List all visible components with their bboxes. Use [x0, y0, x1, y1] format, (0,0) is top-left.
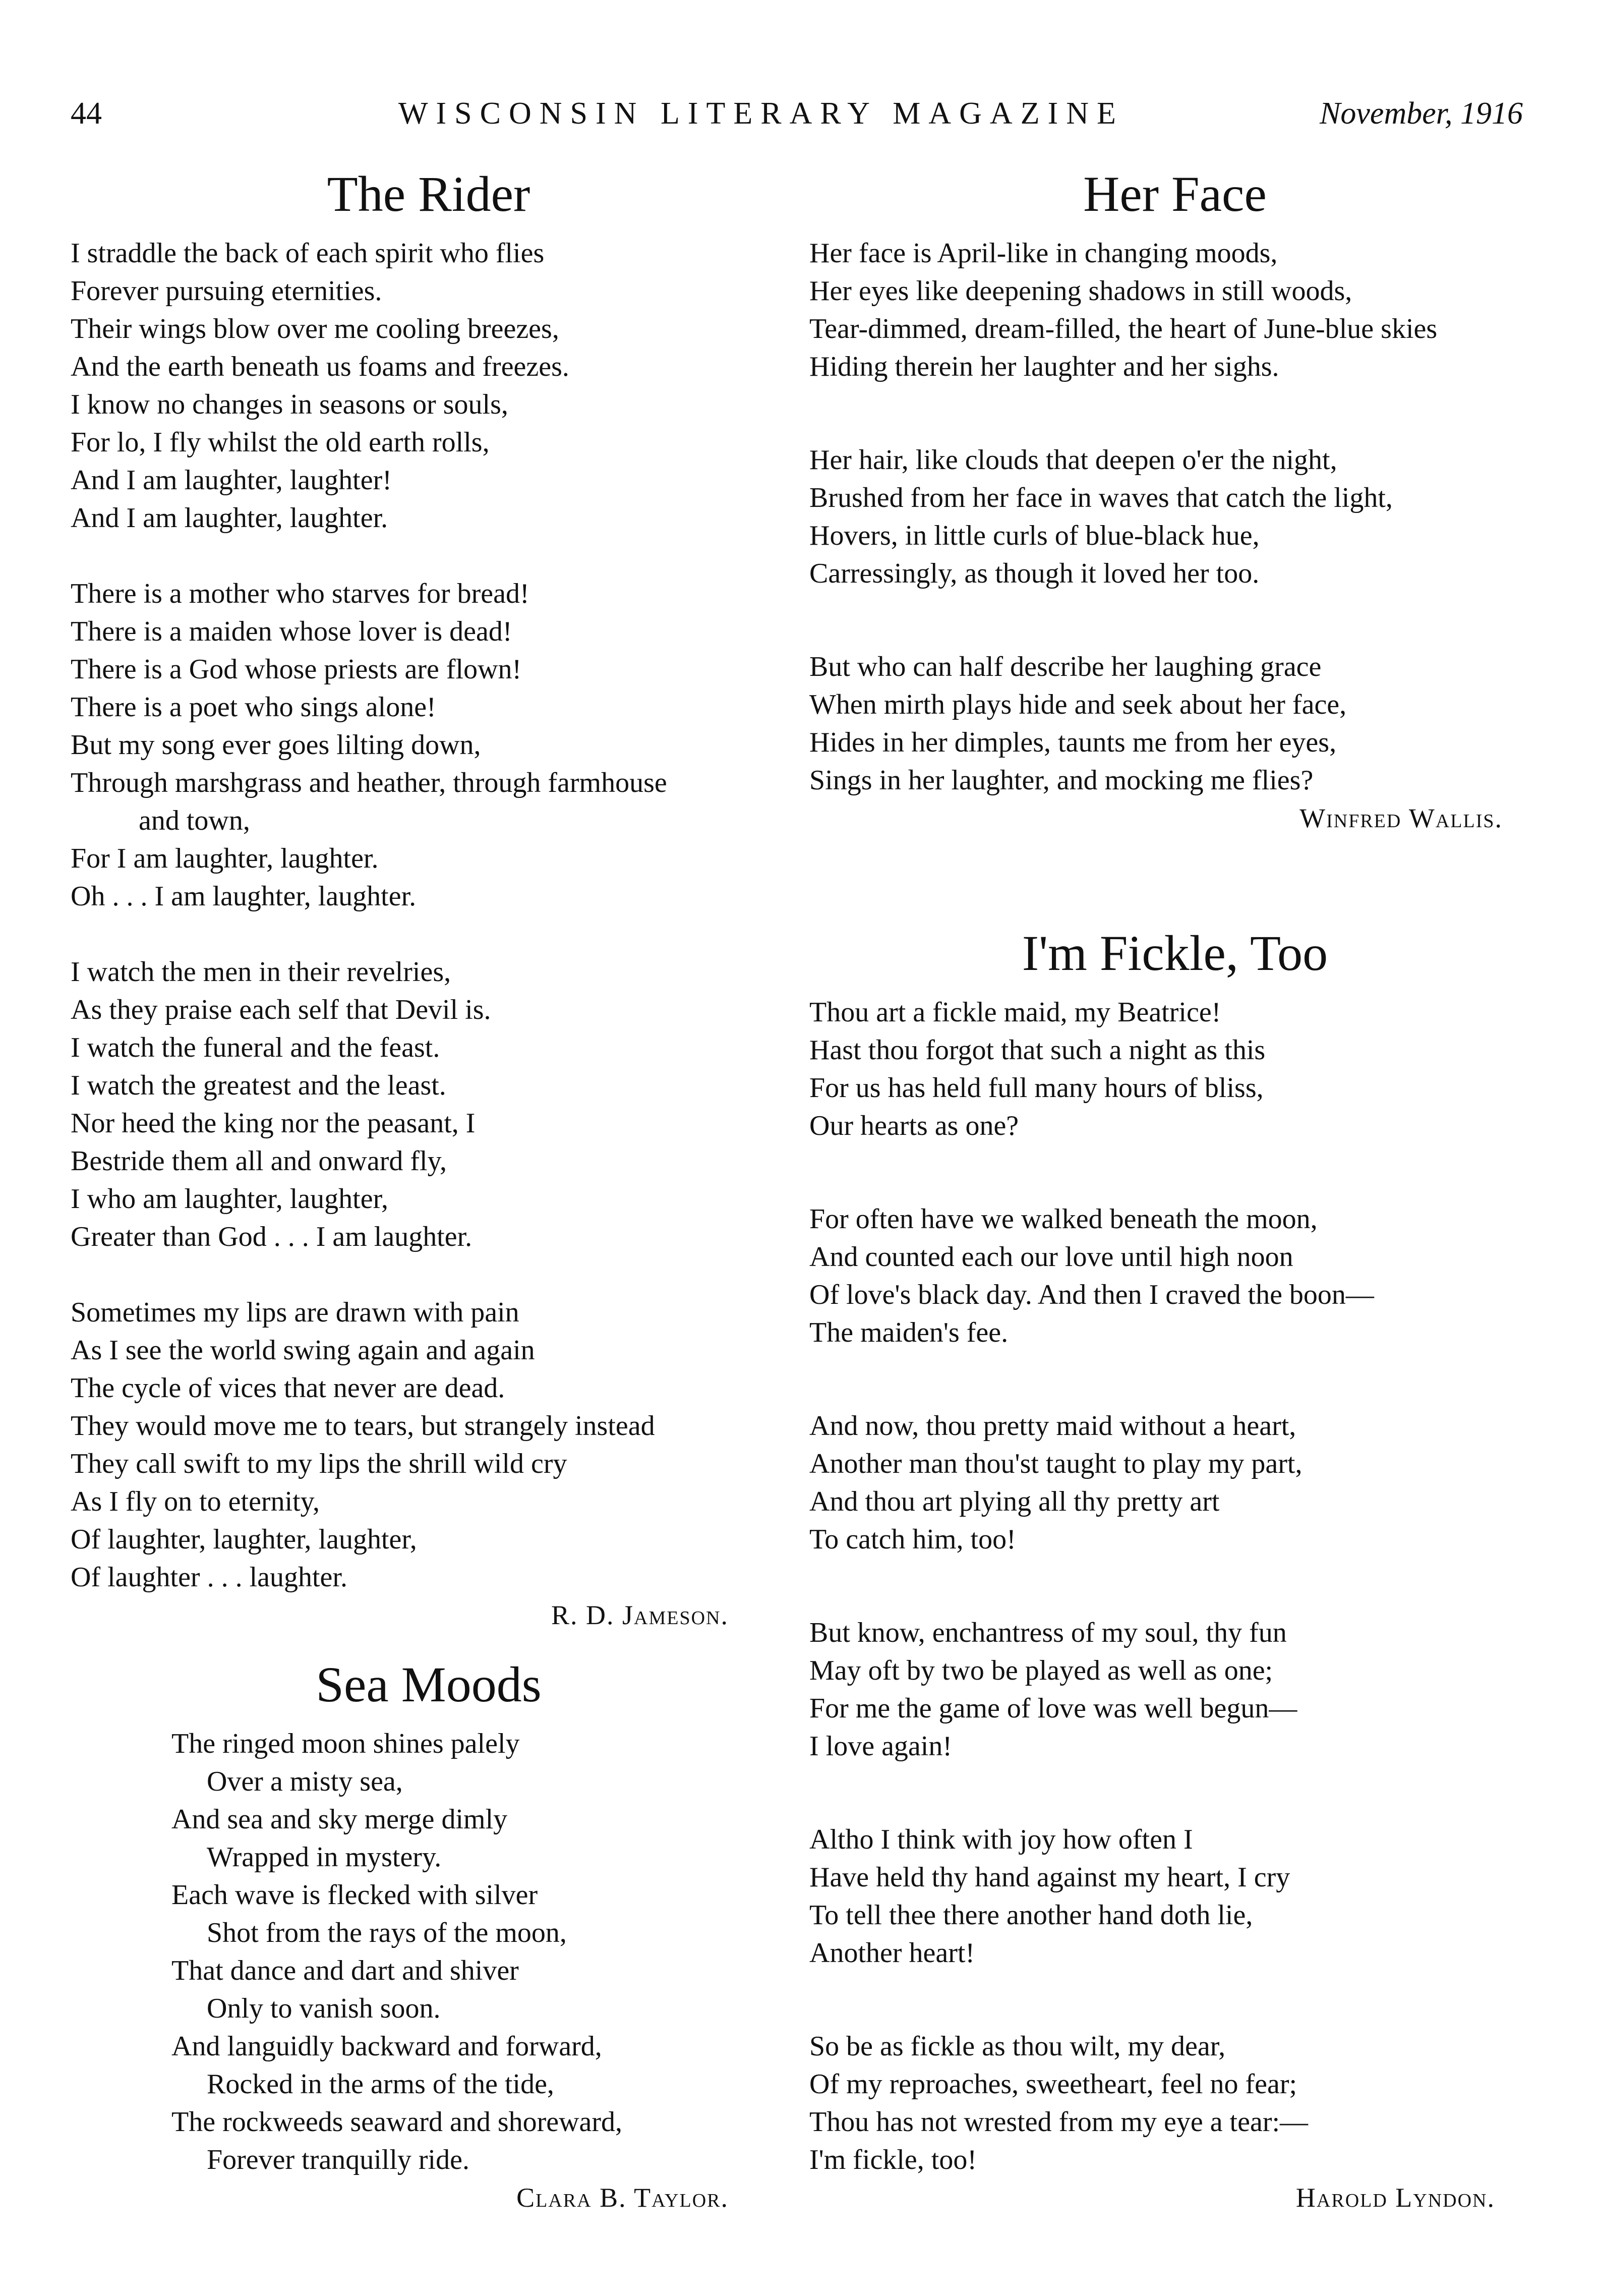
poem-line: To tell thee there another hand doth lie,	[809, 1900, 1253, 1931]
poem-line: They would move me to tears, but strangely instead	[71, 1410, 655, 1442]
poem-line: I straddle the back of each spirit who flies	[71, 238, 545, 269]
poem-line: Oh . . . I am laughter, laughter.	[71, 881, 417, 912]
poem-author: R. D. Jameson.	[551, 1600, 729, 1630]
poem-line: Of my reproaches, sweetheart, feel no fear;	[809, 2069, 1297, 2100]
poem-line: I watch the greatest and the least.	[71, 1070, 446, 1101]
poem-the-rider	[71, 164, 787, 1634]
page-number: 44	[71, 96, 102, 131]
stanza	[71, 953, 787, 1256]
poem-line: Rocked in the arms of the tide,	[207, 2069, 554, 2100]
left-column	[71, 164, 787, 2217]
poem-line: Sings in her laughter, and mocking me flies?	[809, 765, 1314, 796]
poem-line: The cycle of vices that never are dead.	[71, 1372, 505, 1404]
stanza	[809, 1821, 1541, 1972]
poem-line: Carressingly, as though it loved her too.	[809, 558, 1260, 589]
poem-line: For me the game of love was well begun—	[809, 1693, 1297, 1724]
poem-line: And the earth beneath us foams and freezes.	[71, 351, 569, 382]
magazine-title: WISCONSIN LITERARY MAGAZINE	[398, 96, 1124, 131]
poem-line: Bestride them all and onward fly,	[71, 1145, 447, 1177]
poem-line: Forever tranquilly ride.	[207, 2144, 469, 2175]
poem-line: For lo, I fly whilst the old earth rolls,	[71, 427, 490, 458]
poem-line: I watch the men in their revelries,	[71, 956, 451, 988]
poem-line: Wrapped in mystery.	[207, 1842, 442, 1873]
stanza	[809, 235, 1541, 386]
poem-line: And thou art plying all thy pretty art	[809, 1486, 1220, 1517]
poem-line: I'm fickle, too!	[809, 2144, 977, 2175]
poem-author: Winfred Wallis.	[1299, 803, 1503, 833]
poem-line: I watch the funeral and the feast.	[71, 1032, 440, 1063]
poem-line: Her face is April-like in changing moods,	[809, 238, 1278, 269]
poem-line: Another heart!	[809, 1937, 975, 1969]
stanza	[809, 441, 1541, 593]
poem-line: Greater than God . . . I am laughter.	[71, 1221, 472, 1252]
poem-line: Only to vanish soon.	[207, 1993, 441, 2024]
poem-line: For often have we walked beneath the moon,	[809, 1203, 1318, 1235]
poem-line: Their wings blow over me cooling breezes,	[71, 313, 559, 345]
poem-line: Over a misty sea,	[207, 1766, 403, 1797]
poem-line: They call swift to my lips the shrill wild cry	[71, 1448, 567, 1479]
poem-line: Hides in her dimples, taunts me from her eyes,	[809, 727, 1337, 758]
poem-line: And now, thou pretty maid without a heart,	[809, 1410, 1296, 1442]
poem-line: There is a mother who starves for bread!	[71, 578, 529, 609]
poem-line: Her hair, like clouds that deepen o'er the night,	[809, 444, 1337, 476]
stanza	[71, 575, 787, 915]
poem-her-face	[809, 164, 1541, 837]
poem-line: For I am laughter, laughter.	[71, 843, 379, 874]
poem-line: May oft by two be played as well as one;	[809, 1655, 1273, 1686]
poem-line: As I see the world swing again and again	[71, 1335, 535, 1366]
poem-line: Hiding therein her laughter and her sighs.	[809, 351, 1279, 382]
poem-line: Our hearts as one?	[809, 1110, 1019, 1141]
stanza	[809, 648, 1541, 799]
stanza	[71, 235, 787, 537]
right-column	[809, 164, 1541, 2217]
issue-date: November, 1916	[1320, 96, 1523, 131]
poem-line: And counted each our love until high noon	[809, 1241, 1293, 1273]
poem-line: Thou art a fickle maid, my Beatrice!	[809, 997, 1221, 1028]
poem-line: There is a God whose priests are flown!	[71, 654, 522, 685]
poem-line-continuation: and town,	[139, 805, 250, 836]
poem-line: Shot from the rays of the moon,	[207, 1917, 567, 1948]
poem-title: Sea Moods	[316, 1656, 542, 1712]
stanza	[809, 1200, 1541, 1352]
poem-body	[71, 1725, 787, 2179]
poem-line: Thou has not wrested from my eye a tear:—	[809, 2106, 1309, 2138]
poem-line: And I am laughter, laughter!	[71, 465, 392, 496]
poem-line: But who can half describe her laughing grace	[809, 651, 1322, 682]
poem-line: I love again!	[809, 1731, 952, 1762]
poem-line: Through marshgrass and heather, through farmhouse	[71, 767, 667, 798]
poem-line: And I am laughter, laughter.	[71, 502, 388, 534]
poem-title: The Rider	[327, 166, 530, 222]
poem-sea-moods	[71, 1654, 787, 2217]
poem-line: Tear-dimmed, dream-filled, the heart of June-blue skies	[809, 313, 1438, 345]
poem-line: Hovers, in little curls of blue-black hue,	[809, 520, 1260, 551]
stanza	[809, 2028, 1541, 2179]
poem-line: Sometimes my lips are drawn with pain	[71, 1297, 519, 1328]
poem-line: Hast thou forgot that such a night as this	[809, 1035, 1266, 1066]
poem-line: The maiden's fee.	[809, 1317, 1009, 1348]
poem-line: And sea and sky merge dimly	[171, 1804, 508, 1835]
poem-line: Another man thou'st taught to play my part,	[809, 1448, 1302, 1479]
poem-line: As they praise each self that Devil is.	[71, 994, 491, 1025]
poem-title: Her Face	[1083, 166, 1267, 222]
poem-line: Forever pursuing eternities.	[71, 275, 382, 307]
poem-line: The ringed moon shines palely	[171, 1728, 520, 1759]
poem-line: Have held thy hand against my heart, I cry	[809, 1862, 1290, 1893]
poem-line: I who am laughter, laughter,	[71, 1183, 388, 1215]
poem-line: There is a poet who sings alone!	[71, 692, 436, 723]
poem-line: So be as fickle as thou wilt, my dear,	[809, 2031, 1226, 2062]
poem-line: But know, enchantress of my soul, thy fun	[809, 1617, 1287, 1648]
stanza	[809, 1614, 1541, 1765]
poem-line: Of laughter . . . laughter.	[71, 1562, 347, 1593]
poem-line: Each wave is flecked with silver	[171, 1879, 538, 1911]
page-header	[71, 96, 1523, 136]
stanza	[809, 994, 1541, 1145]
poem-line: Altho I think with joy how often I	[809, 1824, 1193, 1855]
poem-line: As I fly on to eternity,	[71, 1486, 320, 1517]
poem-line: Of laughter, laughter, laughter,	[71, 1524, 417, 1555]
poem-line: Nor heed the king nor the peasant, I	[71, 1108, 476, 1139]
poem-line: Her eyes like deepening shadows in still woods,	[809, 275, 1352, 307]
poem-line: But my song ever goes lilting down,	[71, 729, 481, 761]
poem-im-fickle-too	[809, 923, 1541, 2217]
stanza	[71, 1294, 787, 1596]
poem-author: Harold Lyndon.	[1295, 2183, 1495, 2213]
poem-line: The rockweeds seaward and shoreward,	[171, 2106, 623, 2138]
poem-title: I'm Fickle, Too	[1022, 925, 1328, 981]
poem-line: Brushed from her face in waves that catch the light,	[809, 482, 1393, 513]
stanza	[809, 1407, 1541, 1559]
poem-line: To catch him, too!	[809, 1524, 1016, 1555]
poem-line: And languidly backward and forward,	[171, 2031, 602, 2062]
poem-line: I know no changes in seasons or souls,	[71, 389, 508, 420]
poem-line: For us has held full many hours of bliss,	[809, 1072, 1264, 1104]
poem-line: When mirth plays hide and seek about her face,	[809, 689, 1347, 720]
poem-line: That dance and dart and shiver	[171, 1955, 519, 1986]
poem-author: Clara B. Taylor.	[516, 2183, 729, 2213]
poem-line: Of love's black day. And then I craved the boon—	[809, 1279, 1374, 1310]
poem-line: There is a maiden whose lover is dead!	[71, 616, 512, 647]
